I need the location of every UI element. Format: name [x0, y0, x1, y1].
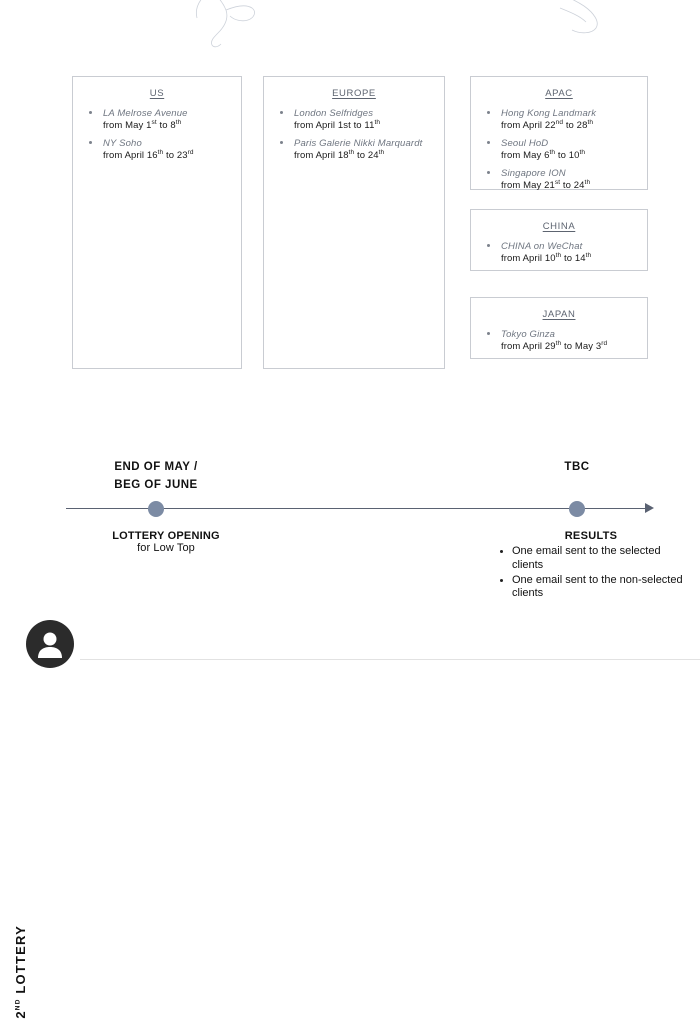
bullet-icon	[500, 579, 503, 582]
milestone-detail-results	[496, 530, 686, 602]
card-list-europe	[264, 108, 444, 162]
milestone-bullet-list	[496, 545, 686, 601]
user-avatar-icon	[26, 620, 74, 668]
store-dates: from May 6th to 10th	[501, 148, 586, 161]
bullet-icon	[500, 550, 503, 553]
milestone-date-line2: BEG OF JUNE	[114, 479, 198, 492]
card-title-europe: EUROPE	[332, 88, 376, 99]
bullet-icon	[487, 332, 490, 335]
bullet-icon	[280, 111, 283, 114]
list-item	[481, 329, 637, 353]
timeline-vertical-label: 2ND LOTTERY	[13, 925, 28, 1019]
milestone-date-line1: TBC	[564, 461, 590, 473]
timeline	[0, 440, 700, 1019]
store-dates: from April 16th to 23rd	[103, 148, 194, 161]
store-dates: from May 1st to 8th	[103, 118, 182, 131]
bullet-icon	[487, 244, 490, 247]
milestone-date-opening	[96, 458, 216, 495]
card-list-us	[73, 108, 241, 162]
list-item: One email sent to the non-selected clients	[496, 574, 686, 602]
store-dates: from April 10th to 14th	[501, 251, 592, 264]
list-item	[481, 241, 637, 265]
store-name: Tokyo Ginza	[501, 329, 556, 340]
footer-divider	[80, 659, 700, 660]
card-apac	[470, 76, 648, 190]
background-map	[0, 0, 700, 62]
card-list-china	[471, 241, 647, 265]
card-europe	[263, 76, 445, 369]
card-list-apac	[471, 108, 647, 192]
card-china	[470, 209, 648, 271]
store-dates: from April 22nd to 28th	[501, 118, 594, 131]
bullet-icon	[487, 111, 490, 114]
card-us	[72, 76, 242, 369]
milestone-subtitle: for Low Top	[137, 542, 195, 554]
list-item	[83, 138, 231, 162]
store-name: NY Soho	[103, 137, 142, 149]
bullet-icon	[280, 141, 283, 144]
list-item	[274, 138, 434, 162]
card-title-apac: APAC	[545, 88, 573, 99]
list-item	[481, 138, 637, 162]
milestone-date-line1: END OF MAY /	[114, 461, 198, 473]
list-item	[481, 108, 637, 132]
milestone-title: RESULTS	[564, 530, 618, 542]
region-cards	[0, 76, 700, 376]
milestone-detail-opening	[86, 530, 246, 554]
store-name: Paris Galerie Nikki Marquardt	[294, 137, 423, 149]
store-dates: from April 29th to May 3rd	[501, 339, 608, 352]
store-name: London Selfridges	[294, 108, 374, 119]
bullet-icon	[487, 171, 490, 174]
store-name: CHINA on WeChat	[501, 241, 583, 252]
bullet-icon	[89, 111, 92, 114]
store-dates: from April 18th to 24th	[294, 148, 385, 161]
card-title-japan: JAPAN	[542, 309, 576, 320]
store-name: Singapore ION	[501, 167, 566, 179]
card-japan	[470, 297, 648, 359]
avatar[interactable]	[26, 620, 74, 668]
store-name: Hong Kong Landmark	[501, 108, 597, 119]
bullet-icon	[89, 141, 92, 144]
store-name: LA Melrose Avenue	[103, 108, 188, 119]
store-name: Seoul HoD	[501, 137, 549, 149]
card-title-china: CHINA	[542, 221, 576, 232]
list-item	[83, 108, 231, 132]
list-item: One email sent to the selected clients	[496, 545, 686, 573]
list-item	[274, 108, 434, 132]
card-list-japan	[471, 329, 647, 353]
timeline-arrow-icon	[645, 503, 654, 513]
card-title-us: US	[149, 88, 165, 99]
milestone-title: LOTTERY OPENING	[112, 530, 220, 542]
store-dates: from April 1st to 11th	[294, 118, 381, 131]
timeline-node-opening[interactable]	[148, 501, 164, 517]
list-item	[481, 168, 637, 192]
milestone-date-results	[521, 458, 633, 476]
store-dates: from May 21st to 24th	[501, 178, 591, 191]
bullet-icon	[487, 141, 490, 144]
timeline-node-results[interactable]	[569, 501, 585, 517]
